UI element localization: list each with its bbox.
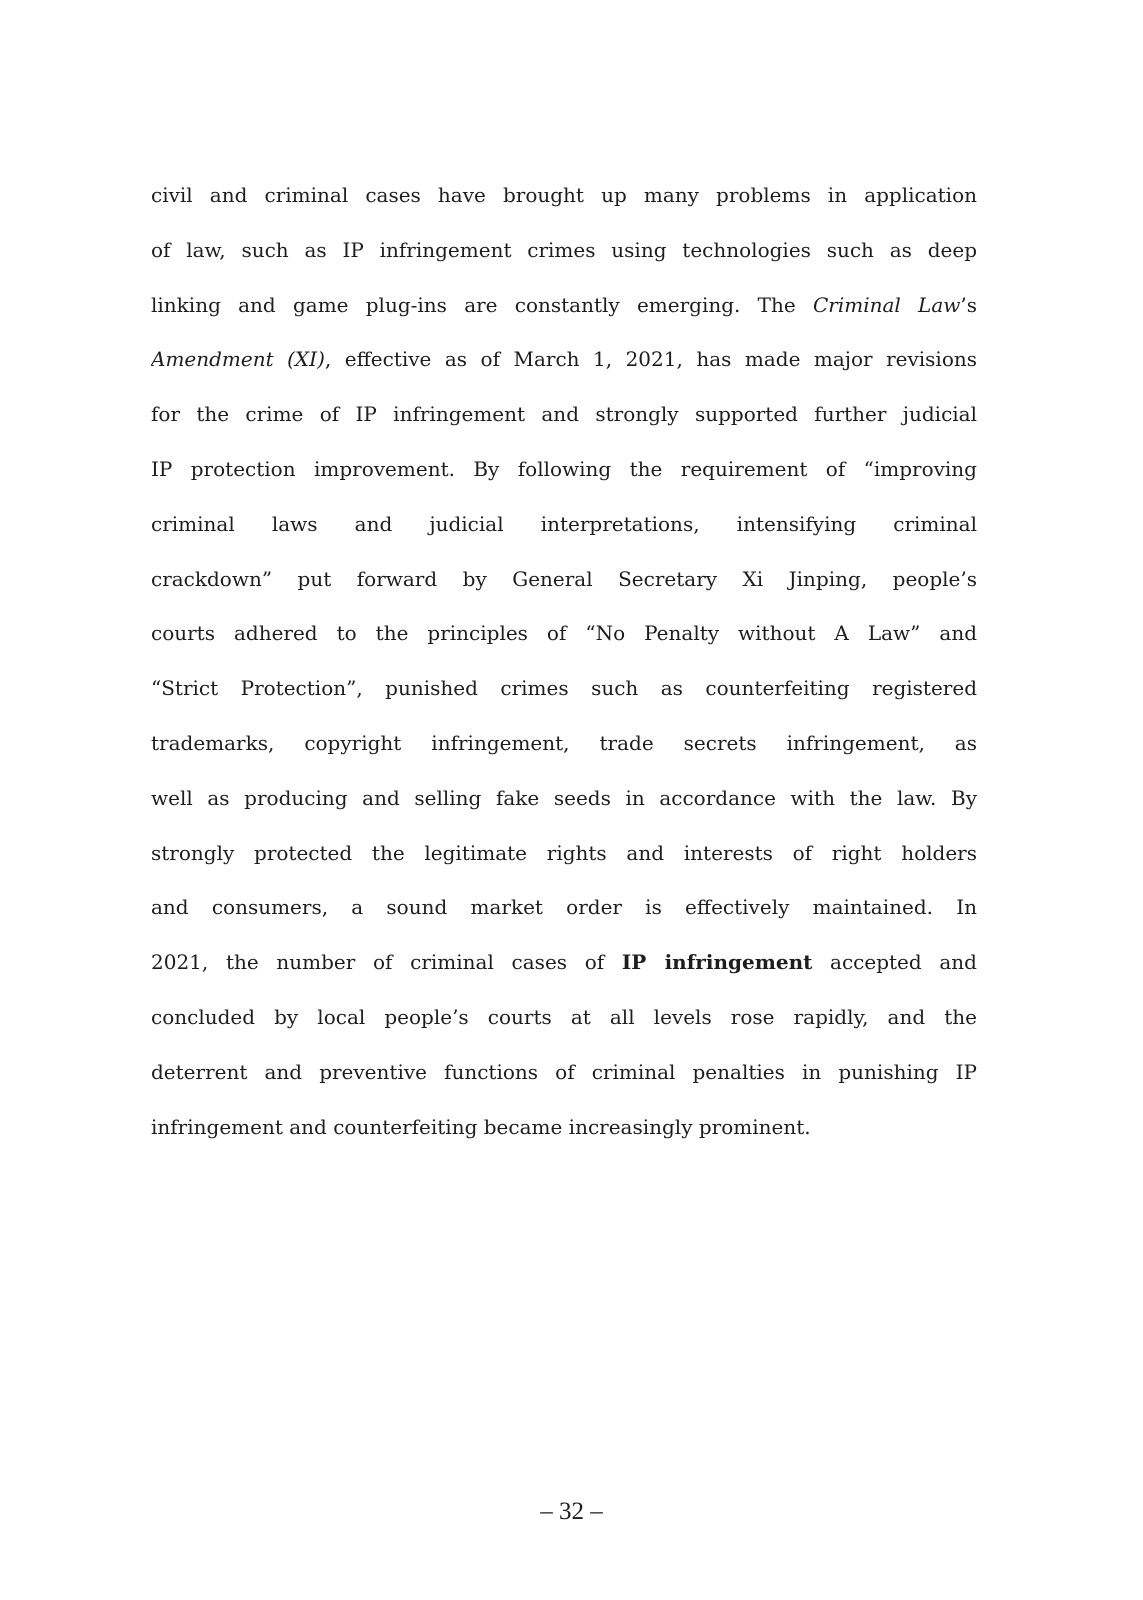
text-run: accepted and <box>812 950 977 975</box>
text-line: and consumers, a sound market order is effectively maintained. In <box>151 895 977 920</box>
text-run: ’s <box>960 292 977 317</box>
body-text <box>151 168 977 1154</box>
text-line: concluded by local people’s courts at all levels rose rapidly, and the <box>151 1004 977 1029</box>
text-line: deterrent and preventive functions of criminal penalties in punishing IP <box>151 1059 977 1084</box>
text-line <box>151 935 977 990</box>
text-line: IP protection improvement. By following the requirement of “improving <box>151 456 977 481</box>
text-line <box>151 332 977 387</box>
page-number: – 32 – <box>540 1498 603 1525</box>
italic-title-criminal-law: Criminal Law <box>812 292 961 317</box>
text-line: for the crime of IP infringement and strongly supported further judicial <box>151 402 977 427</box>
italic-title-amendment: Amendment (XI) <box>151 347 325 372</box>
text-line: of law, such as IP infringement crimes using technologies such as deep <box>151 237 977 262</box>
bold-phrase-ip-infringement: IP infringement <box>621 950 813 975</box>
text-line: infringement and counterfeiting became increasingly prominent. <box>151 1114 811 1139</box>
text-line: criminal laws and judicial interpretations, intensifying criminal <box>151 511 977 536</box>
text-line: trademarks, copyright infringement, trade secrets infringement, as <box>151 730 977 755</box>
text-line <box>151 278 977 333</box>
text-line: strongly protected the legitimate rights and interests of right holders <box>151 840 977 865</box>
text-line: civil and criminal cases have brought up many problems in application <box>151 183 977 207</box>
text-line: “Strict Protection”, punished crimes such as counterfeiting registered <box>151 676 977 701</box>
text-line: courts adhered to the principles of “No Penalty without A Law” and <box>151 621 977 646</box>
text-run: , effective as of March 1, 2021, has made major revisions <box>324 347 977 372</box>
text-run: 2021, the number of criminal cases of <box>151 950 622 975</box>
text-line: well as producing and selling fake seeds in accordance with the law. By <box>151 785 977 810</box>
text-run: linking and game plug-ins are constantly emerging. The <box>151 292 813 317</box>
text-line: crackdown” put forward by General Secretary Xi Jinping, people’s <box>151 566 977 591</box>
